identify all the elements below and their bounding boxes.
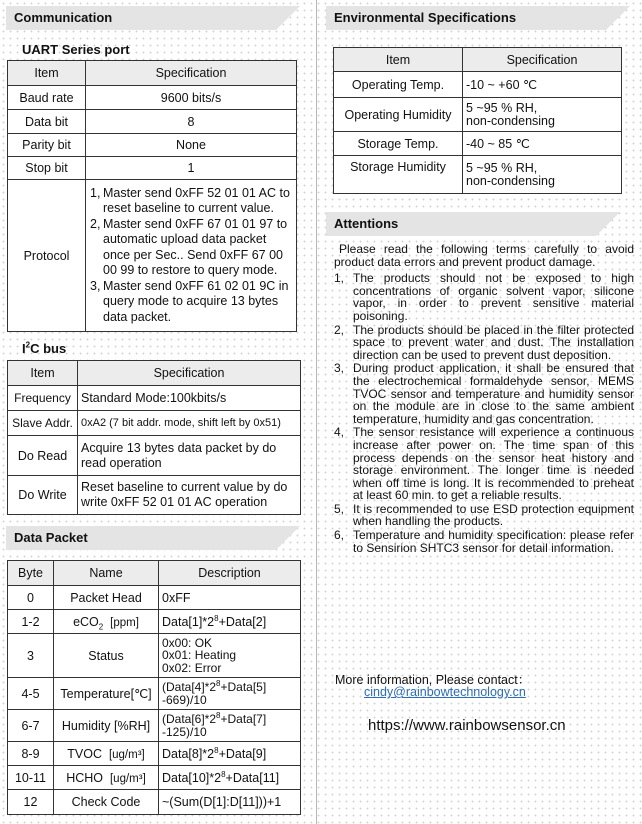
- attentions-header: Attentions: [326, 212, 596, 236]
- i2c-spec: Reset baseline to current value by do write 0xFF 52 01 01 AC operation: [78, 476, 301, 515]
- dp-name: eCO$_2$ [ppm]: [54, 610, 159, 634]
- table-row: [8, 386, 301, 411]
- dp-desc: 0x00: OK 0x01: Heating 0x02: Error: [159, 634, 301, 678]
- table-row: [8, 411, 301, 436]
- env-spec: -40 ~ 85 ℃: [463, 132, 622, 156]
- table-row: [8, 634, 301, 678]
- dp-header-name: Name: [54, 561, 159, 586]
- dp-desc: ($Data[6]*2^8+Data[7]$ -125)/10: [159, 710, 301, 742]
- table-row: [334, 132, 622, 156]
- environmental-table: [333, 47, 622, 194]
- env-spec: 5 ~95 % RH, non-condensing: [463, 98, 622, 132]
- table-row: [8, 86, 297, 110]
- uart-item: Parity bit: [8, 134, 86, 157]
- uart-protocol-spec: [86, 180, 297, 332]
- env-spec: -10 ~ +60 ℃: [463, 72, 622, 98]
- env-header-item: Item: [334, 48, 463, 72]
- env-header-spec: Specification: [463, 48, 622, 72]
- i2c-title: $I^2C$ bus: [22, 340, 67, 356]
- uart-spec: 9600 bits/s: [86, 86, 297, 110]
- table-row: [8, 157, 297, 180]
- list-item: 1, The products should not be exposed to high concentrations of organic solvent vapor, silicone vapor, in order to prevent sensitive material poisoning.: [334, 271, 634, 323]
- list-item: 6, Temperature and humidity specification: please refer to Sensirion SHTC3 sensor for detail information.: [334, 528, 634, 555]
- uart-spec: None: [86, 134, 297, 157]
- i2c-item: Slave Addr.: [8, 411, 78, 436]
- uart-item: Stop bit: [8, 157, 86, 180]
- i2c-item: Do Read: [8, 436, 78, 476]
- attentions-body: [334, 243, 634, 555]
- dp-desc: 0xFF: [159, 586, 301, 610]
- dp-name: TVOC [ug/m³]: [54, 742, 159, 766]
- dp-byte: 8-9: [8, 742, 54, 766]
- contact-email-link[interactable]: cindy@rainbowtechnology.cn: [364, 685, 526, 699]
- attentions-intro: Please read the following terms carefully to avoid product data errors and prevent product damage.: [334, 242, 634, 269]
- table-row: [8, 134, 297, 157]
- dp-desc: ($Data[4]*2^8+Data[5]$ -669)/10: [159, 678, 301, 710]
- env-spec: 5 ~95 % RH, non-condensing: [463, 156, 622, 194]
- table-row: [8, 766, 301, 790]
- website-link[interactable]: https://www.rainbowsensor.cn: [368, 717, 566, 734]
- dp-desc: $Data[8]*2^8+Data[9]$: [159, 742, 301, 766]
- i2c-spec: Acquire 13 bytes data packet by do read operation: [78, 436, 301, 476]
- dp-byte: 1-2: [8, 610, 54, 634]
- i2c-header-item: Item: [8, 361, 78, 386]
- i2c-header-spec: Specification: [78, 361, 301, 386]
- env-item: Operating Humidity: [334, 98, 463, 132]
- uart-header-spec: Specification: [86, 61, 297, 86]
- table-row: [334, 98, 622, 132]
- communication-header: Communication: [6, 6, 276, 30]
- dp-name: Temperature[℃]: [54, 678, 159, 710]
- dp-byte: 3: [8, 634, 54, 678]
- dp-name: Check Code: [54, 790, 159, 815]
- uart-title: UART Series port: [22, 42, 130, 57]
- uart-table: [7, 60, 297, 332]
- i2c-spec: 0xA2 (7 bit addr. mode, shift left by 0x51): [78, 411, 301, 436]
- table-row: [334, 156, 622, 194]
- i2c-item: Frequency: [8, 386, 78, 411]
- list-item: 4, The sensor resistance will experience a continuous increase after power on. The time span of this process depends on the sensor heat history and storage environment. The longer time is needed when off time is long. It is recommended to preheat at least 60 min. to get a reliable results.: [334, 425, 634, 503]
- dp-byte: 10-11: [8, 766, 54, 790]
- dp-desc: ~(Sum(D[1]:D[11]))+1: [159, 790, 301, 815]
- dp-name: Status: [54, 634, 159, 678]
- dp-byte: 12: [8, 790, 54, 815]
- list-item: 3, During product application, it shall be ensured that the electrochemical formaldehyde sensor, MEMS TVOC sensor and temperature and humidity sensor on the module are in close to the same ambient temperature, humidity and gas concentration.: [334, 361, 634, 426]
- i2c-spec: Standard Mode:100kbits/s: [78, 386, 301, 411]
- list-item: 3, Master send 0xFF 61 02 01 9C in query mode to acquire 13 bytes data packet.: [90, 278, 289, 324]
- table-row: [8, 742, 301, 766]
- uart-spec: 1: [86, 157, 297, 180]
- uart-spec: 8: [86, 110, 297, 134]
- table-row: [334, 72, 622, 98]
- dp-byte: 0: [8, 586, 54, 610]
- table-row: [8, 436, 301, 476]
- list-item: 2, The products should be placed in the filter protected space to prevent water and dust. The installation direction can be used to prevent dust deposition.: [334, 322, 634, 362]
- list-item: 2, Master send 0xFF 67 01 01 97 to automatic upload data packet once per Sec.. Send 0xFF 67 00 00 99 to restore to query mode.: [90, 216, 288, 278]
- uart-header-item: Item: [8, 61, 86, 86]
- i2c-item: Do Write: [8, 476, 78, 515]
- data-packet-header: Data Packet: [6, 526, 276, 550]
- uart-item-protocol: Protocol: [8, 180, 86, 332]
- column-divider: [316, 0, 317, 824]
- table-row: [8, 180, 297, 332]
- table-row: [8, 476, 301, 515]
- i2c-table: [7, 360, 301, 515]
- table-row: [8, 678, 301, 710]
- uart-item: Data bit: [8, 110, 86, 134]
- list-item: 5, It is recommended to use ESD protection equipment when handling the products.: [334, 501, 634, 529]
- list-item: 1, Master send 0xFF 52 01 01 AC to reset baseline to current value.: [90, 185, 290, 216]
- dp-name: Packet Head: [54, 586, 159, 610]
- table-row: [8, 110, 297, 134]
- table-row: [8, 586, 301, 610]
- dp-name: Humidity [%RH]: [54, 710, 159, 742]
- env-item: Storage Temp.: [334, 132, 463, 156]
- env-item: Operating Temp.: [334, 72, 463, 98]
- dp-name: HCHO [ug/m³]: [54, 766, 159, 790]
- dp-byte: 6-7: [8, 710, 54, 742]
- attentions-list: [334, 272, 634, 554]
- contact-label: More information, Please contact：: [335, 673, 531, 687]
- dp-desc: $Data[10]*2^8+Data[11]$: [159, 766, 301, 790]
- table-row: [8, 790, 301, 815]
- env-item: Storage Humidity: [334, 156, 463, 194]
- dp-header-desc: Description: [159, 561, 301, 586]
- protocol-steps: [86, 184, 296, 328]
- table-row: [8, 710, 301, 742]
- dp-header-byte: Byte: [8, 561, 54, 586]
- data-packet-table: [7, 560, 301, 815]
- dp-desc: $Data[1]*2^8+Data[2]$: [159, 610, 301, 634]
- uart-item: Baud rate: [8, 86, 86, 110]
- dp-byte: 4-5: [8, 678, 54, 710]
- table-row: [8, 610, 301, 634]
- environmental-header: Environmental Specifications: [326, 6, 606, 30]
